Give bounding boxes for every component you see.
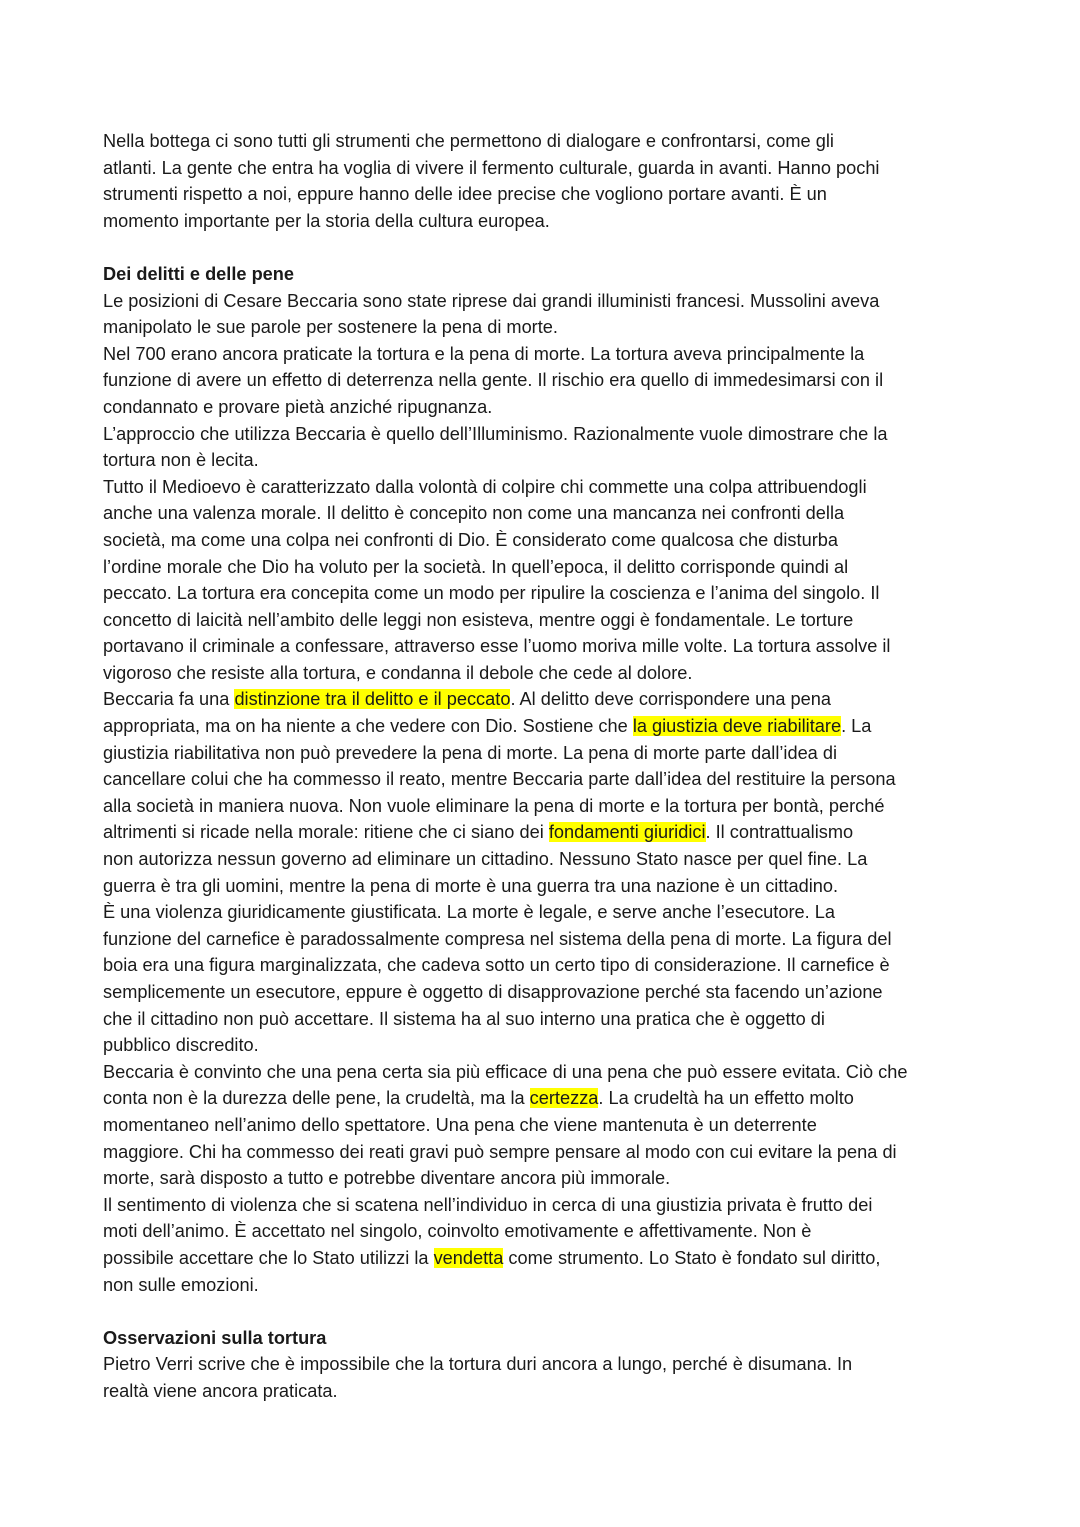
- text-line: Il sentimento di violenza che si scatena nell’individuo in cerca di una giustizia privata è frutto dei: [103, 1194, 873, 1215]
- text-line-highlighted: [103, 713, 983, 740]
- text-segment: . Al delitto deve corrispondere una pena: [510, 689, 831, 710]
- paragraph-gap: [103, 1298, 983, 1325]
- text-line: anche una valenza morale. Il delitto è concepito non come una mancanza nei confronti della: [103, 503, 845, 524]
- text-line: tortura non è lecita.: [103, 450, 259, 471]
- text-line-highlighted: [103, 686, 983, 713]
- text-line: maggiore. Chi ha commesso dei reati gravi può sempre pensare al modo con cui evitare la pena di: [103, 1141, 897, 1162]
- intro-paragraph: [103, 128, 983, 234]
- text-segment: conta non è la durezza delle pene, la crudeltà, ma la: [103, 1088, 530, 1109]
- text-line: Nel 700 erano ancora praticate la tortura e la pena di morte. La tortura aveva principalmente la: [103, 343, 865, 364]
- text-segment: . La: [841, 716, 872, 737]
- highlighted-text: fondamenti giuridici: [548, 822, 706, 843]
- text-line: portavano il criminale a confessare, attraverso esse l’uomo moriva mille volte. La tortura assolve il: [103, 636, 891, 657]
- text-segment: appropriata, ma on ha niente a che vedere con Dio. Sostiene che: [103, 716, 633, 737]
- section-osservazioni: [103, 1325, 983, 1405]
- text-line: Nella bottega ci sono tutti gli strumenti che permettono di dialogare e confrontarsi, come gli: [103, 131, 834, 151]
- text-line: alla società in maniera nuova. Non vuole eliminare la pena di morte e la tortura per bontà, perché: [103, 795, 885, 816]
- text-segment: Beccaria fa una: [103, 689, 235, 710]
- highlighted-text: la giustizia deve riabilitare: [632, 716, 842, 737]
- text-segment: come strumento. Lo Stato è fondato sul diritto,: [503, 1247, 881, 1268]
- text-line-highlighted: [103, 819, 983, 846]
- highlighted-text: certezza: [529, 1088, 599, 1109]
- text-line: giustizia riabilitativa non può prevedere la pena di morte. La pena di morte parte dall’idea di: [103, 742, 838, 763]
- text-line: semplicemente un esecutore, eppure è oggetto di disapprovazione perché sta facendo un’azione: [103, 982, 883, 1002]
- text-line: pubblico discredito.: [103, 1035, 259, 1056]
- document-page: [103, 128, 983, 1405]
- highlighted-text: distinzione tra il delitto e il peccato: [234, 689, 511, 710]
- text-line-highlighted: [103, 1085, 983, 1112]
- text-line: Beccaria è convinto che una pena certa sia più efficace di una pena che può essere evitata. Ciò che: [103, 1061, 908, 1082]
- text-line: peccato. La tortura era concepita come un modo per ripulire la coscienza e l’anima del singolo. Il: [103, 583, 880, 604]
- text-line: È una violenza giuridicamente giustificata. La morte è legale, e serve anche l’esecutore. La: [103, 902, 835, 923]
- text-line: guerra è tra gli uomini, mentre la pena di morte è una guerra tra una nazione è un cittadino.: [103, 875, 839, 896]
- text-line: Tutto il Medioevo è caratterizzato dalla volontà di colpire chi commette una colpa attribuendogli: [103, 476, 867, 497]
- text-line: cancellare colui che ha commesso il reato, mentre Beccaria parte dall’idea del restituire la persona: [103, 769, 896, 790]
- highlighted-text: vendetta: [433, 1247, 504, 1268]
- text-line: vigoroso che resiste alla tortura, e condanna il debole che cede al dolore.: [103, 662, 693, 683]
- text-line: boia era una figura marginalizzata, che cadeva sotto un certo tipo di considerazione. Il carnefice è: [103, 955, 890, 976]
- text-segment: altrimenti si ricade nella morale: ritiene che ci siano dei: [103, 822, 549, 843]
- text-line: che il cittadino non può accettare. Il sistema ha al suo interno una pratica che è oggetto di: [103, 1008, 825, 1029]
- text-line: Pietro Verri scrive che è impossibile che la tortura duri ancora a lungo, perché è disumana. In: [103, 1354, 853, 1375]
- text-line: Le posizioni di Cesare Beccaria sono state riprese dai grandi illuministi francesi. Mussolini aveva: [103, 290, 880, 311]
- text-line: L’approccio che utilizza Beccaria è quello dell’Illuminismo. Razionalmente vuole dimostrare che la: [103, 423, 888, 444]
- text-line: momentaneo nell’animo dello spettatore. Una pena che viene mantenuta è un deterrente: [103, 1114, 817, 1135]
- text-line: momento importante per la storia della cultura europea.: [103, 210, 550, 231]
- text-segment: . Il contrattualismo: [705, 822, 854, 843]
- text-line: strumenti rispetto a noi, eppure hanno delle idee precise che vogliono portare avanti. È un: [103, 184, 827, 205]
- text-line: atlanti. La gente che entra ha voglia di vivere il fermento culturale, guarda in avanti. Hanno pochi: [103, 157, 880, 178]
- text-line: non sulle emozioni.: [103, 1274, 259, 1295]
- paragraph-gap: [103, 234, 983, 261]
- section-dei-delitti: [103, 261, 983, 1298]
- text-line: l’ordine morale che Dio ha voluto per la società. In quell’epoca, il delitto corrisponde quindi al: [103, 556, 849, 577]
- text-line: non autorizza nessun governo ad eliminare un cittadino. Nessuno Stato nasce per quel fine. La: [103, 849, 868, 870]
- text-segment: possibile accettare che lo Stato utilizzi la: [103, 1247, 434, 1268]
- text-line: moti dell’animo. È accettato nel singolo, coinvolto emotivamente e affettivamente. Non è: [103, 1221, 812, 1242]
- text-line: manipolato le sue parole per sostenere la pena di morte.: [103, 317, 558, 338]
- text-line: concetto di laicità nell’ambito delle leggi non esisteva, mentre oggi è fondamentale. Le torture: [103, 609, 854, 630]
- text-line: condannato e provare pietà anziché ripugnanza.: [103, 396, 493, 417]
- text-segment: . La crudeltà ha un effetto molto: [598, 1088, 854, 1109]
- text-line: funzione del carnefice è paradossalmente compresa nel sistema della pena di morte. La figura del: [103, 928, 892, 949]
- section-heading: Dei delitti e delle pene: [103, 263, 295, 284]
- text-line: realtà viene ancora praticata.: [103, 1380, 338, 1401]
- text-line: società, ma come una colpa nei confronti di Dio. È considerato come qualcosa che disturba: [103, 529, 838, 550]
- text-line: funzione di avere un effetto di deterrenza nella gente. Il rischio era quello di immedesimarsi con il: [103, 370, 884, 391]
- text-line: morte, sarà disposto a tutto e potrebbe diventare ancora più immorale.: [103, 1168, 671, 1189]
- text-line-highlighted: [103, 1245, 983, 1272]
- section-heading: Osservazioni sulla tortura: [103, 1327, 327, 1348]
